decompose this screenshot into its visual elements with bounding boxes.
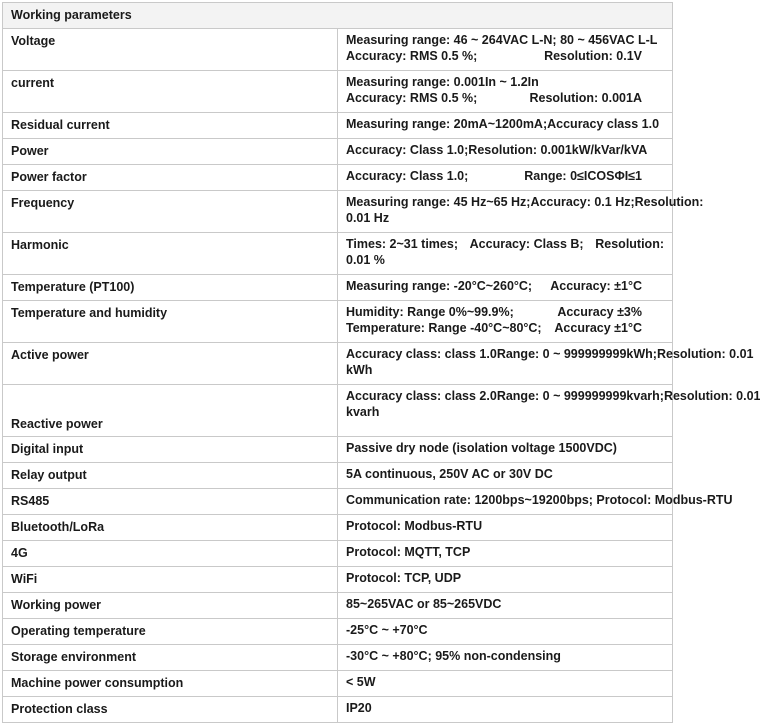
value-segment: Times: 2~31 times; — [346, 237, 458, 251]
parameter-label: Power factor — [3, 165, 338, 191]
value-segment: Accuracy: 0.1 Hz; — [530, 195, 635, 209]
parameter-value — [338, 671, 673, 697]
value-segment: Passive dry node (isolation voltage 1500VDC) — [346, 441, 617, 455]
parameter-value — [338, 191, 704, 233]
value-segment: Accuracy class: class 1.0 — [346, 347, 497, 361]
value-segment: Resolution: — [595, 237, 664, 251]
value-segment: kWh — [346, 363, 373, 377]
value-segment: Temperature: Range -40°C~80°C; — [346, 321, 542, 335]
value-line — [346, 388, 760, 404]
value-segment: Accuracy ±3% — [557, 305, 642, 319]
value-line — [346, 622, 664, 638]
value-segment: Accuracy: ±1°C — [550, 279, 642, 293]
value-segment: -25°C ~ +70°C — [346, 623, 428, 637]
value-line — [346, 194, 704, 210]
value-line — [346, 278, 664, 294]
value-segment: kvarh — [346, 405, 380, 419]
parameter-label: 4G — [3, 541, 338, 567]
value-segment: Measuring range: 46 ~ 264VAC L-N; 80 ~ 456VAC L-L — [346, 33, 658, 47]
value-segment: Resolution: 0.1V — [544, 49, 642, 63]
table-row — [3, 301, 673, 343]
parameter-value — [338, 645, 673, 671]
value-segment: Accuracy: Class 1.0; — [346, 143, 469, 157]
parameter-label: Power — [3, 139, 338, 165]
value-segment: Accuracy: Class 1.0; — [346, 169, 469, 183]
value-segment: Range: 0≤ICOSΦI≤1 — [524, 169, 642, 183]
parameter-label: current — [3, 71, 338, 113]
value-line — [346, 492, 733, 508]
value-segment: Resolution: — [634, 195, 704, 209]
value-segment: Accuracy: RMS 0.5 %; — [346, 91, 478, 105]
value-line — [346, 142, 664, 158]
table-row — [3, 671, 673, 697]
parameter-value — [338, 437, 673, 463]
parameter-label: Machine power consumption — [3, 671, 338, 697]
value-line — [346, 596, 664, 612]
table-row — [3, 71, 673, 113]
value-segment: Accuracy: Class B; — [469, 237, 584, 251]
value-segment: Accuracy: RMS 0.5 %; — [346, 49, 478, 63]
parameter-value — [338, 139, 673, 165]
value-segment: Accuracy class: class 2.0 — [346, 389, 497, 403]
value-segment: Resolution: 0.001kW/kVar/kVA — [468, 143, 648, 157]
table-row — [3, 233, 673, 275]
parameter-label: Operating temperature — [3, 619, 338, 645]
value-segment: 0.01 % — [346, 253, 385, 267]
value-line — [346, 700, 664, 716]
parameter-value — [338, 233, 673, 275]
value-segment: Range: 0 ~ 999999999kWh; — [496, 347, 657, 361]
value-line — [346, 74, 664, 90]
parameter-value — [338, 71, 673, 113]
parameter-label: Bluetooth/LoRa — [3, 515, 338, 541]
parameter-label: Residual current — [3, 113, 338, 139]
value-segment: -30°C ~ +80°C; 95% non-condensing — [346, 649, 561, 663]
parameter-value — [338, 697, 673, 723]
table-row — [3, 645, 673, 671]
parameter-value — [338, 593, 673, 619]
parameter-value — [338, 489, 733, 515]
parameter-label: Reactive power — [3, 385, 338, 437]
parameter-value — [338, 275, 673, 301]
value-line — [346, 210, 664, 226]
table-row — [3, 343, 673, 385]
parameter-label: Active power — [3, 343, 338, 385]
value-line — [346, 346, 754, 362]
value-line — [346, 320, 664, 336]
value-line — [346, 252, 664, 268]
value-line — [346, 32, 664, 48]
value-line — [346, 404, 664, 420]
table-row — [3, 463, 673, 489]
parameter-label: WiFi — [3, 567, 338, 593]
value-segment: Protocol: Modbus-RTU — [346, 519, 483, 533]
table-row — [3, 619, 673, 645]
table-row — [3, 385, 673, 437]
value-line — [346, 648, 664, 664]
value-line — [346, 466, 664, 482]
value-segment: Measuring range: -20°C~260°C; — [346, 279, 533, 293]
table-header-row — [3, 3, 673, 29]
spec-table — [2, 2, 760, 723]
value-segment: Resolution: 0.01 — [663, 389, 760, 403]
value-line — [346, 304, 664, 320]
parameter-value — [338, 113, 673, 139]
value-line — [346, 570, 664, 586]
parameter-label: Relay output — [3, 463, 338, 489]
value-segment: Accuracy class 1.0 — [547, 117, 660, 131]
table-row — [3, 113, 673, 139]
value-line — [346, 518, 664, 534]
parameter-value — [338, 567, 673, 593]
parameter-value — [338, 541, 673, 567]
table-row — [3, 29, 673, 71]
table-row — [3, 437, 673, 463]
parameter-value — [338, 301, 673, 343]
table-row — [3, 697, 673, 723]
value-segment: Accuracy ±1°C — [554, 321, 642, 335]
table-row — [3, 593, 673, 619]
parameter-label: Frequency — [3, 191, 338, 233]
parameter-label: Temperature (PT100) — [3, 275, 338, 301]
value-segment: < 5W — [346, 675, 376, 689]
table-row — [3, 165, 673, 191]
value-line — [346, 48, 664, 64]
parameter-label: RS485 — [3, 489, 338, 515]
value-segment: Protocol: MQTT, TCP — [346, 545, 471, 559]
parameter-label: Protection class — [3, 697, 338, 723]
table-row — [3, 567, 673, 593]
value-segment: 0.01 Hz — [346, 211, 390, 225]
value-segment: Resolution: 0.001A — [529, 91, 642, 105]
parameter-value — [338, 385, 760, 437]
parameter-value — [338, 515, 673, 541]
table-row — [3, 275, 673, 301]
value-segment: Measuring range: 0.001In ~ 1.2In — [346, 75, 539, 89]
value-segment: 5A continuous, 250V AC or 30V DC — [346, 467, 553, 481]
table-row — [3, 489, 673, 515]
value-segment: IP20 — [346, 701, 372, 715]
parameter-value — [338, 463, 673, 489]
value-segment: Communication rate: 1200bps~19200bps; Protocol: Modbus-RTU — [346, 493, 733, 507]
value-line — [346, 544, 664, 560]
value-segment: Resolution: 0.01 — [656, 347, 754, 361]
table-header: Working parameters — [3, 3, 673, 29]
value-line — [346, 116, 664, 132]
parameter-label: Voltage — [3, 29, 338, 71]
parameter-label: Storage environment — [3, 645, 338, 671]
parameter-value — [338, 619, 673, 645]
parameter-value — [338, 165, 673, 191]
value-line — [346, 236, 664, 252]
table-row — [3, 191, 673, 233]
table-row — [3, 541, 673, 567]
parameter-label: Digital input — [3, 437, 338, 463]
value-segment: Protocol: TCP, UDP — [346, 571, 462, 585]
value-segment: Range: 0 ~ 999999999kvarh; — [496, 389, 664, 403]
value-line — [346, 90, 664, 106]
parameter-label: Harmonic — [3, 233, 338, 275]
value-line — [346, 168, 664, 184]
value-segment: Measuring range: 20mA~1200mA; — [346, 117, 548, 131]
table-row — [3, 515, 673, 541]
table-row — [3, 139, 673, 165]
parameter-value — [338, 343, 754, 385]
parameter-value — [338, 29, 673, 71]
value-line — [346, 440, 664, 456]
value-segment: Measuring range: 45 Hz~65 Hz; — [346, 195, 531, 209]
parameter-label: Working power — [3, 593, 338, 619]
parameter-label: Temperature and humidity — [3, 301, 338, 343]
value-segment: 85~265VAC or 85~265VDC — [346, 597, 502, 611]
value-line — [346, 674, 664, 690]
value-segment: Humidity: Range 0%~99.9%; — [346, 305, 514, 319]
value-line — [346, 362, 664, 378]
